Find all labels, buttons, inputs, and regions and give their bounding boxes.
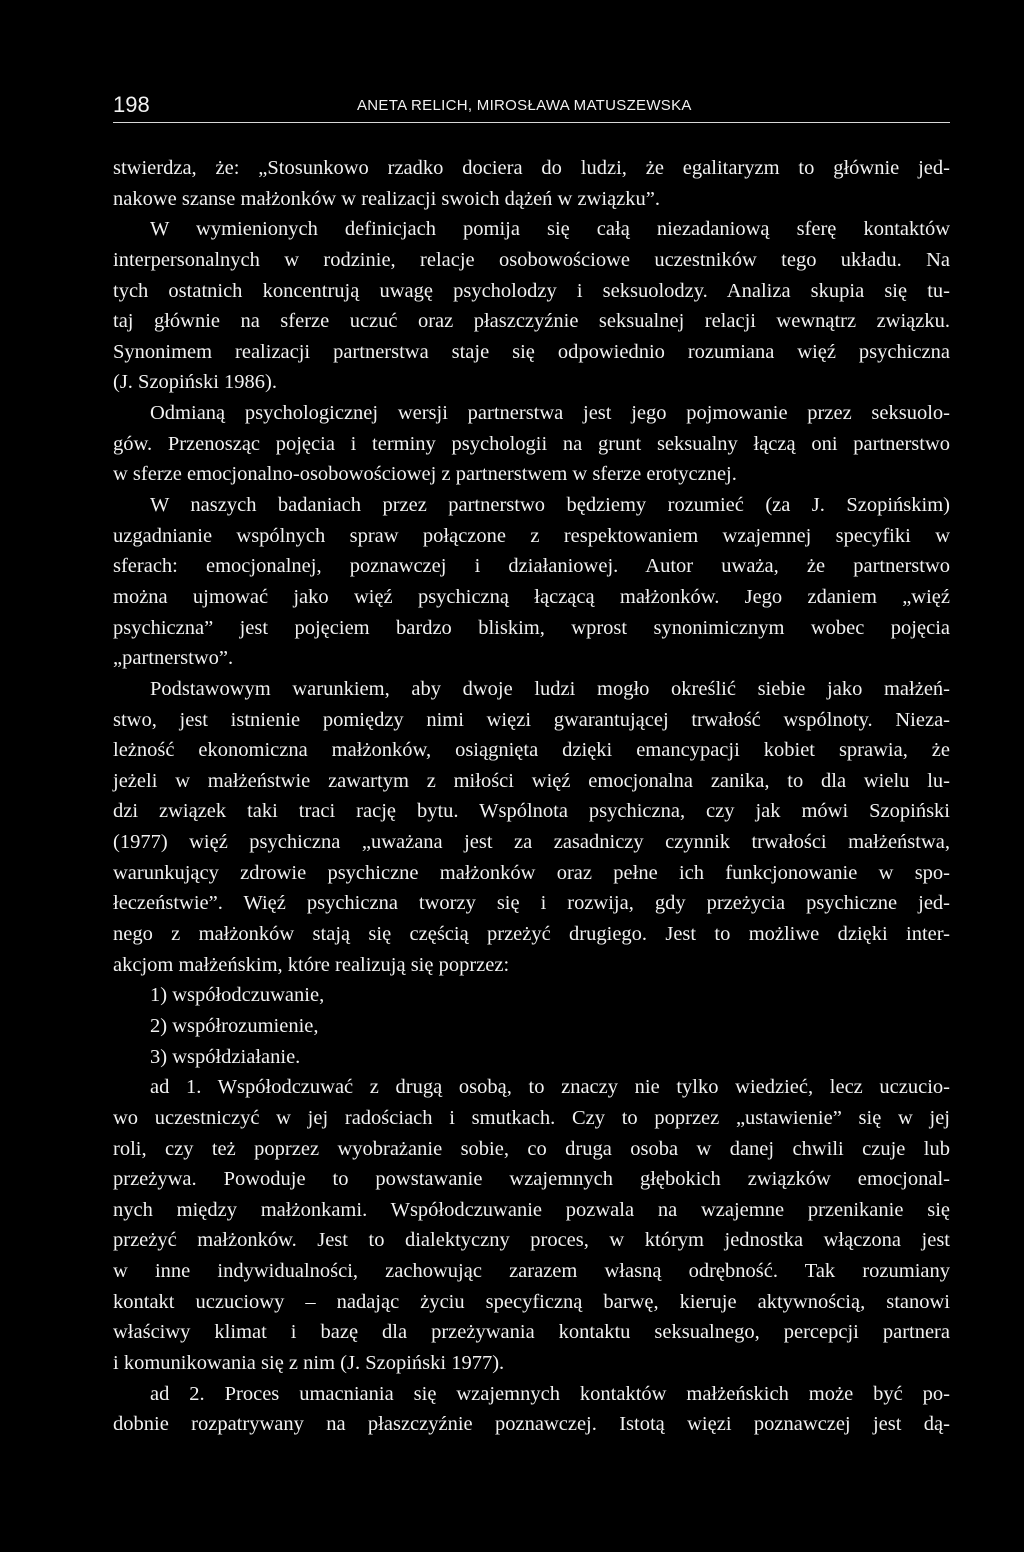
text-line: psychiczna” jest pojęciem bardzo bliskim, wprost synonimicznym wobec pojęcia — [113, 616, 950, 639]
text-line: warunkujący zdrowie psychiczne małżonków oraz pełne ich funkcjonowanie w spo- — [113, 861, 950, 884]
text-line: w inne indywidualności, zachowując zarazem własną odrębność. Tak rozumiany — [113, 1260, 950, 1283]
text-line: łeczeństwie”. Więź psychiczna tworzy się i rozwija, gdy przeżycia psychiczne jed- — [113, 892, 950, 915]
text-line: ad 1. Współodczuwać z drugą osobą, to znaczy nie tylko wiedzieć, lecz uczucio- — [150, 1076, 950, 1099]
text-line: (1977) więź psychiczna „uważana jest za zasadniczy czynnik trwałości małżeństwa, — [113, 831, 950, 854]
text-line: 3) współdziałanie. — [150, 1045, 301, 1068]
text-line: leżność ekonomiczna małżonków, osiągnięta dzięki emancypacji kobiet sprawia, że — [113, 739, 950, 762]
text-line: nego z małżonków stają się częścią przeżyć drugiego. Jest to możliwe dzięki inter- — [113, 923, 950, 946]
text-line: przeżywa. Powoduje to powstawanie wzajemnych głębokich związków emocjonal- — [113, 1168, 950, 1191]
text-line: właściwy klimat i bazę dla przeżywania kontaktu seksualnego, percepcji partnera — [113, 1321, 950, 1344]
text-line: tych ostatnich koncentrują uwagę psycholodzy i seksuolodzy. Analiza skupia się tu- — [113, 279, 950, 302]
page-header — [113, 92, 950, 123]
text-line: (J. Szopiński 1986). — [113, 371, 277, 394]
text-line: jeżeli w małżeństwie zawartym z miłości więź emocjonalna zanika, to dla wielu lu- — [113, 769, 950, 792]
text-line: w sferze emocjonalno-osobowościowej z partnerstwem w sferze erotycznej. — [113, 463, 737, 486]
text-line: W naszych badaniach przez partnerstwo będziemy rozumieć (za J. Szopińskim) — [150, 494, 950, 517]
running-head: ANETA RELICH, MIROSŁAWA MATUSZEWSKA — [357, 97, 692, 114]
text-line: przeżyć małżonków. Jest to dialektyczny proces, w którym jednostka włączona jest — [113, 1229, 950, 1252]
text-line: kontakt uczuciowy – nadając życiu specyficzną barwę, kieruje aktywnością, stanowi — [113, 1290, 950, 1313]
text-line: Synonimem realizacji partnerstwa staje się odpowiednio rozumiana więź psychiczna — [113, 340, 950, 363]
text-line: W wymienionych definicjach pomija się całą niezadaniową sferę kontaktów — [150, 218, 950, 241]
text-line: 1) współodczuwanie, — [150, 984, 325, 1007]
text-line: gów. Przenosząc pojęcia i terminy psychologii na grunt seksualny łączą oni partnerstwo — [113, 432, 950, 455]
text-line: Odmianą psychologicznej wersji partnerstwa jest jego pojmowanie przez seksuolo- — [150, 402, 950, 425]
text-line: nakowe szanse małżonków w realizacji swoich dążeń w związku”. — [113, 187, 661, 210]
page-number: 198 — [113, 92, 150, 117]
text-line: stwo, jest istnienie pomiędzy nimi więzi gwarantującej trwałość wspólnoty. Nieza- — [113, 708, 950, 731]
text-line: wo uczestniczyć w jej radościach i smutkach. Czy to poprzez „ustawienie” się w jej — [113, 1106, 950, 1129]
text-line: stwierdza, że: „Stosunkowo rzadko dociera do ludzi, że egalitaryzm to głównie jed- — [113, 157, 950, 179]
text-line: sferach: emocjonalnej, poznawczej i działaniowej. Autor uważa, że partnerstwo — [113, 555, 950, 578]
text-line: akcjom małżeńskim, które realizują się poprzez: — [113, 953, 510, 976]
text-line: ad 2. Proces umacniania się wzajemnych kontaktów małżeńskich może być po- — [150, 1382, 950, 1405]
text-line: nych między małżonkami. Współodczuwanie pozwala na wzajemne przenikanie się — [113, 1198, 950, 1221]
text-line: „partnerstwo”. — [113, 647, 234, 670]
text-line: i komunikowania się z nim (J. Szopiński 1977). — [113, 1351, 505, 1374]
text-line: Podstawowym warunkiem, aby dwoje ludzi mogło określić siebie jako małżeń- — [150, 677, 950, 700]
body-text — [113, 153, 950, 1440]
text-line: można ujmować jako więź psychiczną łączącą małżonków. Jego zdaniem „więź — [113, 585, 950, 608]
text-line: taj głównie na sferze uczuć oraz płaszczyźnie seksualnej relacji wewnątrz związku. — [113, 310, 950, 333]
text-line: uzgadnianie wspólnych spraw połączone z respektowaniem wzajemnej specyfiki w — [113, 524, 950, 547]
text-line: 2) współrozumienie, — [150, 1014, 319, 1037]
text-line: dobnie rozpatrywany na płaszczyźnie poznawczej. Istotą więzi poznawczej jest dą- — [113, 1413, 950, 1436]
text-line: dzi związek taki traci rację bytu. Wspólnota psychiczna, czy jak mówi Szopiński — [113, 800, 950, 823]
text-line: roli, czy też poprzez wyobrażanie sobie, co druga osoba w danej chwili czuje lub — [113, 1137, 950, 1160]
text-line: interpersonalnych w rodzinie, relacje osobowościowe uczestników tego układu. Na — [113, 248, 950, 271]
